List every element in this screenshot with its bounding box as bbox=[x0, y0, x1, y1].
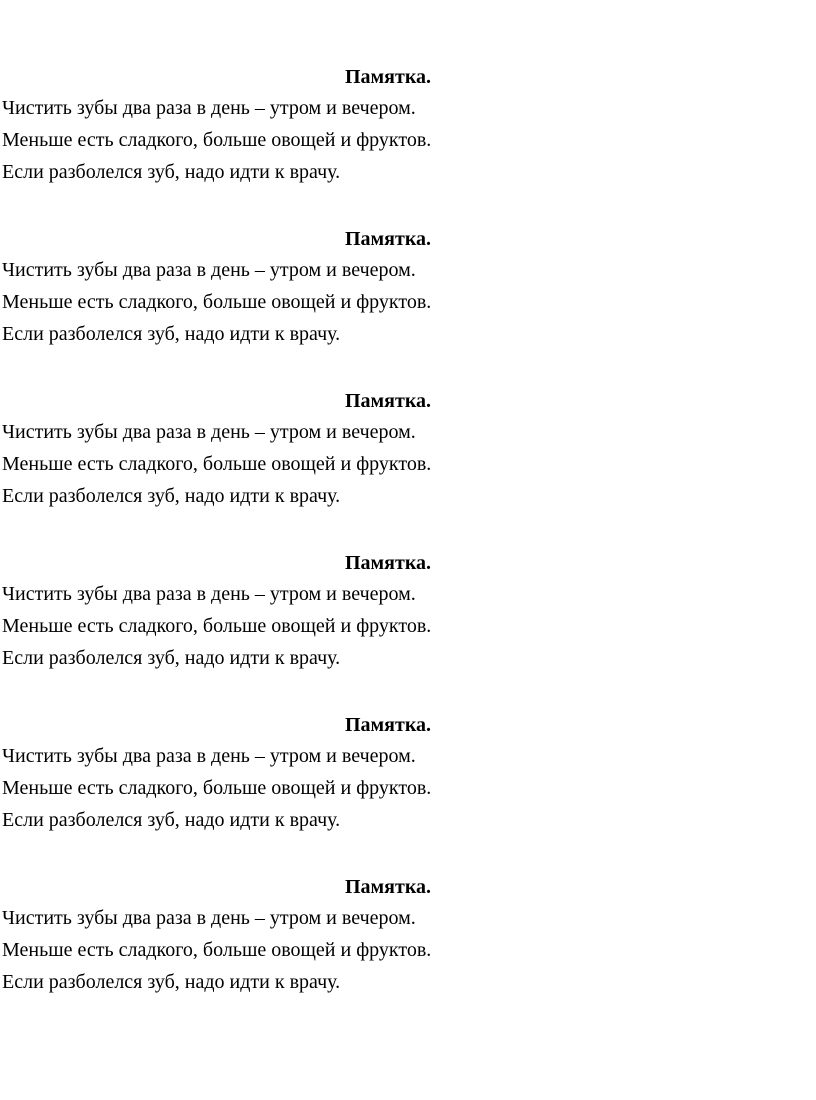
memo-line: Меньше есть сладкого, больше овощей и фруктов. bbox=[2, 939, 432, 961]
memo-line: Если разболелся зуб, надо идти к врачу. bbox=[2, 647, 341, 669]
memo-line: Если разболелся зуб, надо идти к врачу. bbox=[2, 971, 341, 993]
memo-line: Если разболелся зуб, надо идти к врачу. bbox=[2, 485, 341, 507]
memo-block bbox=[2, 710, 782, 836]
memo-line: Если разболелся зуб, надо идти к врачу. bbox=[2, 161, 341, 183]
memo-title: Памятка. bbox=[345, 66, 432, 88]
memo-line: Меньше есть сладкого, больше овощей и фруктов. bbox=[2, 129, 432, 151]
memo-block bbox=[2, 62, 782, 188]
memo-line: Если разболелся зуб, надо идти к врачу. bbox=[2, 809, 341, 831]
memo-line: Чистить зубы два раза в день – утром и вечером. bbox=[2, 907, 416, 929]
memo-block bbox=[2, 386, 782, 512]
memo-block bbox=[2, 872, 782, 998]
memo-block bbox=[2, 548, 782, 674]
memo-title: Памятка. bbox=[345, 390, 432, 412]
memo-line: Меньше есть сладкого, больше овощей и фруктов. bbox=[2, 777, 432, 799]
memo-line: Чистить зубы два раза в день – утром и вечером. bbox=[2, 745, 416, 767]
memo-line: Если разболелся зуб, надо идти к врачу. bbox=[2, 323, 341, 345]
memo-title: Памятка. bbox=[345, 228, 432, 250]
memo-block bbox=[2, 224, 782, 350]
memo-line: Чистить зубы два раза в день – утром и вечером. bbox=[2, 259, 416, 281]
memo-title: Памятка. bbox=[345, 552, 432, 574]
memo-line: Чистить зубы два раза в день – утром и вечером. bbox=[2, 583, 416, 605]
memo-title: Памятка. bbox=[345, 876, 432, 898]
memo-title: Памятка. bbox=[345, 714, 432, 736]
memo-line: Меньше есть сладкого, больше овощей и фруктов. bbox=[2, 453, 432, 475]
memo-line: Меньше есть сладкого, больше овощей и фруктов. bbox=[2, 615, 432, 637]
memo-line: Чистить зубы два раза в день – утром и вечером. bbox=[2, 97, 416, 119]
memo-line: Меньше есть сладкого, больше овощей и фруктов. bbox=[2, 291, 432, 313]
memo-line: Чистить зубы два раза в день – утром и вечером. bbox=[2, 421, 416, 443]
